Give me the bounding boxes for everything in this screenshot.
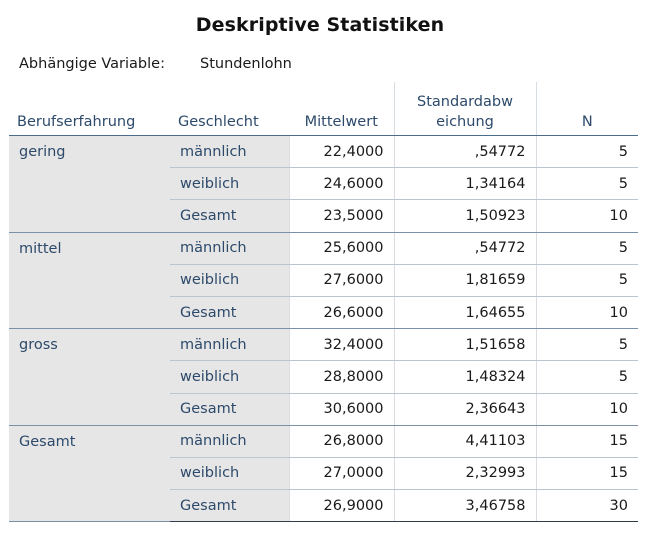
std-cell: 1,81659 — [394, 264, 536, 296]
group-label-gering: gering — [9, 136, 170, 233]
mittelwert-cell: 27,6000 — [289, 264, 394, 296]
n-cell: 10 — [536, 393, 638, 425]
header-n: N — [536, 82, 638, 136]
std-cell: 2,36643 — [394, 393, 536, 425]
table-title: Deskriptive Statistiken — [195, 14, 445, 36]
n-cell: 5 — [536, 329, 638, 361]
std-cell: 1,50923 — [394, 200, 536, 232]
std-cell: 1,48324 — [394, 361, 536, 393]
geschlecht-cell: Gesamt — [170, 490, 289, 522]
table-row — [9, 232, 638, 264]
geschlecht-cell: weiblich — [170, 361, 289, 393]
n-cell: 5 — [536, 361, 638, 393]
table-row — [9, 136, 638, 168]
header-berufserfahrung: Berufserfahrung — [9, 82, 170, 136]
geschlecht-cell: weiblich — [170, 457, 289, 489]
std-cell: 1,34164 — [394, 168, 536, 200]
dependent-variable-line — [19, 56, 292, 72]
n-cell: 10 — [536, 296, 638, 328]
std-cell: 1,64655 — [394, 296, 536, 328]
n-cell: 30 — [536, 490, 638, 522]
mittelwert-cell: 23,5000 — [289, 200, 394, 232]
header-std-line1: Standardabw — [417, 94, 513, 110]
geschlecht-cell: männlich — [170, 232, 289, 264]
geschlecht-cell: männlich — [170, 329, 289, 361]
n-cell: 5 — [536, 232, 638, 264]
geschlecht-cell: Gesamt — [170, 296, 289, 328]
group-label-gesamt: Gesamt — [9, 425, 170, 522]
mittelwert-cell: 32,4000 — [289, 329, 394, 361]
n-cell: 10 — [536, 200, 638, 232]
mittelwert-cell: 27,0000 — [289, 457, 394, 489]
header-std-line2: eichung — [436, 114, 494, 130]
std-cell: 2,32993 — [394, 457, 536, 489]
geschlecht-cell: weiblich — [170, 264, 289, 296]
mittelwert-cell: 30,6000 — [289, 393, 394, 425]
group-label-mittel: mittel — [9, 232, 170, 329]
n-cell: 5 — [536, 168, 638, 200]
mittelwert-cell: 26,6000 — [289, 296, 394, 328]
dependent-variable-value: Stundenlohn — [200, 56, 292, 72]
mittelwert-cell: 28,8000 — [289, 361, 394, 393]
table-row — [9, 329, 638, 361]
geschlecht-cell: Gesamt — [170, 393, 289, 425]
header-row — [9, 82, 638, 136]
table-row — [9, 425, 638, 457]
mittelwert-cell: 25,6000 — [289, 232, 394, 264]
n-cell: 5 — [536, 136, 638, 168]
mittelwert-cell: 22,4000 — [289, 136, 394, 168]
n-cell: 5 — [536, 264, 638, 296]
std-cell: ,54772 — [394, 136, 536, 168]
header-geschlecht: Geschlecht — [170, 82, 289, 136]
n-cell: 15 — [536, 457, 638, 489]
geschlecht-cell: männlich — [170, 136, 289, 168]
header-standardabweichung — [394, 82, 536, 136]
descriptive-statistics-table — [9, 82, 638, 522]
geschlecht-cell: weiblich — [170, 168, 289, 200]
mittelwert-cell: 26,9000 — [289, 490, 394, 522]
mittelwert-cell: 26,8000 — [289, 425, 394, 457]
std-cell: 4,41103 — [394, 425, 536, 457]
mittelwert-cell: 24,6000 — [289, 168, 394, 200]
geschlecht-cell: männlich — [170, 425, 289, 457]
group-label-gross: gross — [9, 329, 170, 426]
std-cell: 1,51658 — [394, 329, 536, 361]
dependent-variable-label: Abhängige Variable: — [19, 56, 165, 72]
header-mittelwert: Mittelwert — [289, 82, 394, 136]
std-cell: 3,46758 — [394, 490, 536, 522]
n-cell: 15 — [536, 425, 638, 457]
std-cell: ,54772 — [394, 232, 536, 264]
geschlecht-cell: Gesamt — [170, 200, 289, 232]
